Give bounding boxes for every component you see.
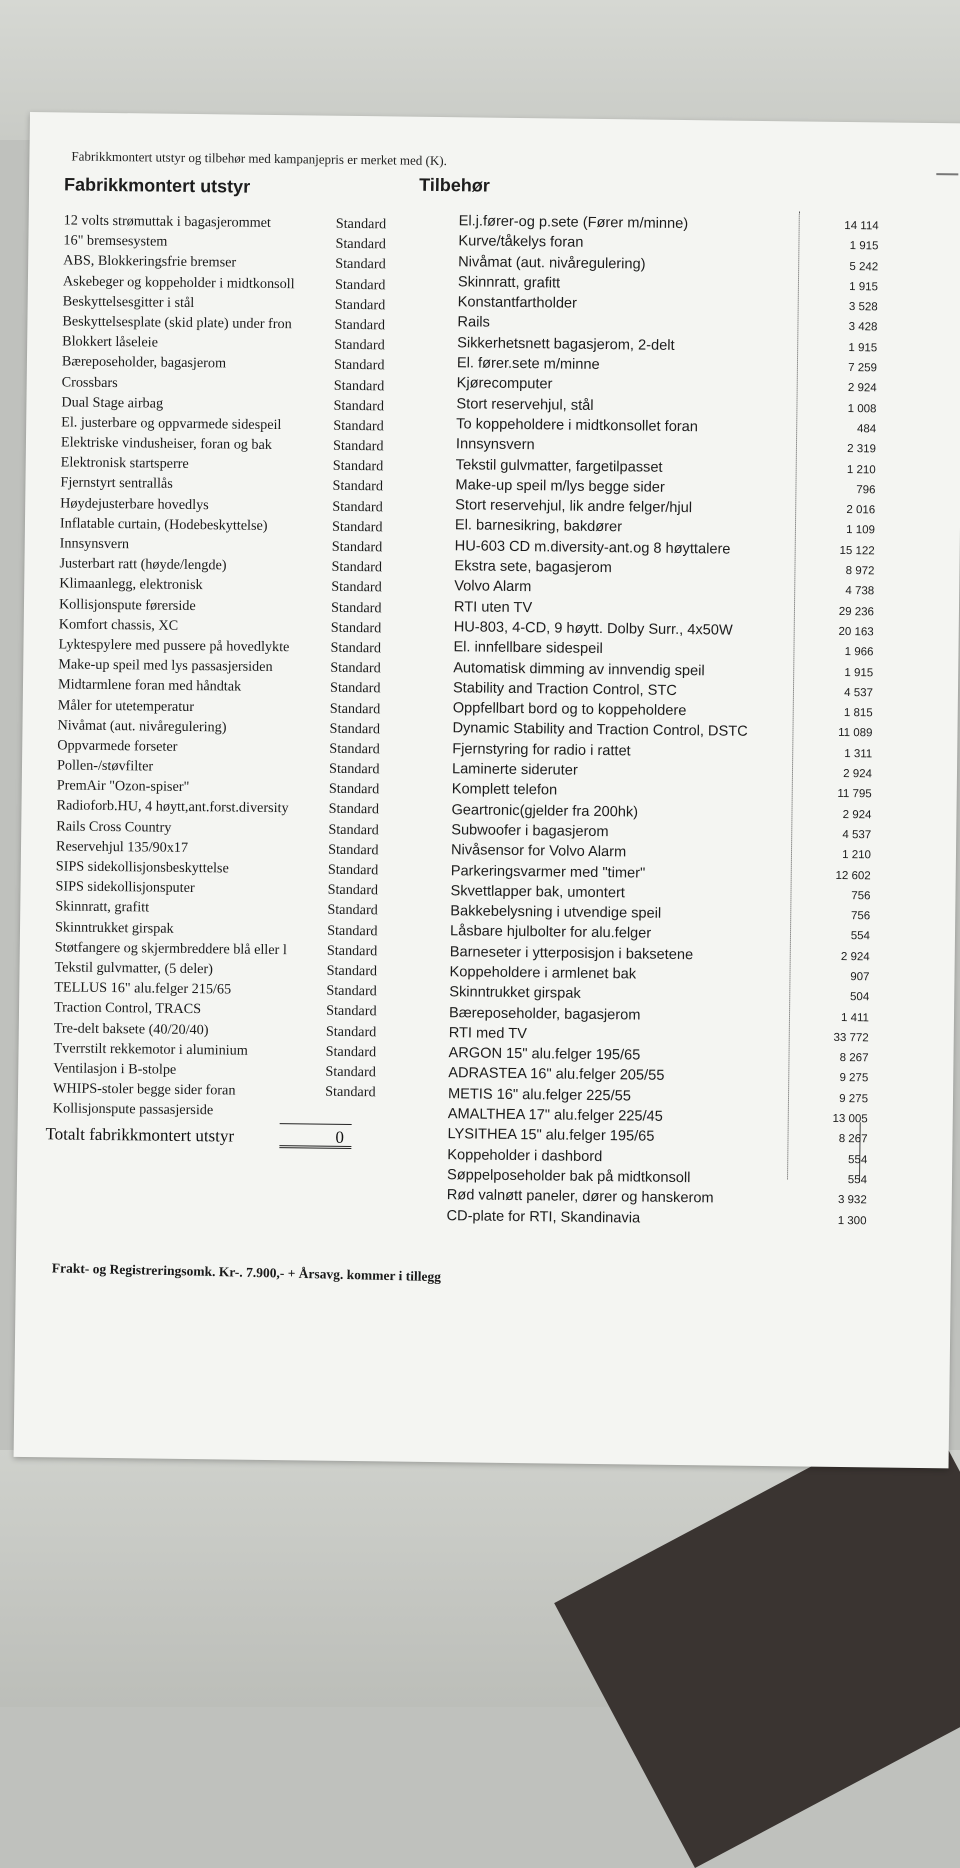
accessory-item-price: 9 275: [839, 1092, 869, 1106]
factory-item-name: 12 volts strømuttak i bagasjerommet: [63, 212, 272, 231]
accessory-item-name: Geartronic(gjelder fra 200hk): [451, 801, 639, 821]
factory-item-row: [53, 1099, 383, 1123]
factory-item-name: Måler for utetemperatur: [57, 696, 195, 715]
accessory-item-price: 1 815: [843, 707, 873, 720]
accessory-item-price: 1 411: [840, 1011, 870, 1024]
factory-item-status: Standard: [332, 498, 383, 515]
accessory-item-price: 4 537: [844, 686, 874, 700]
accessory-item-price: 2 924: [840, 950, 870, 964]
accessory-item-name: Parkeringsvarmer med "timer": [450, 862, 646, 882]
factory-item-status: Standard: [333, 357, 385, 374]
accessory-item-price: 29 236: [838, 605, 875, 618]
factory-item-name: Fjernstyrt sentrallås: [60, 474, 173, 493]
factory-item-name: Støtfangere og skjermbreddere blå eller l: [54, 939, 287, 958]
accessory-item-price: 554: [847, 1174, 868, 1187]
accessories-list: [446, 211, 878, 1231]
paper-edge-mark: [936, 173, 958, 175]
factory-item-name: Radioforb.HU, 4 høytt,ant.forst.diversity: [56, 797, 289, 817]
factory-item-status: Standard: [325, 1063, 376, 1081]
accessory-item-name: ADRASTEA 16" alu.felger 205/55: [448, 1065, 665, 1085]
factory-item-name: Midtarmlene foran med håndtak: [57, 676, 242, 695]
factory-item-name: Beskyttelsesgitter i stål: [62, 293, 195, 311]
accessory-item-name: ARGON 15" alu.felger 195/65: [448, 1045, 641, 1064]
factory-item-status: Standard: [327, 881, 379, 899]
accessory-item-name: To koppeholdere i midtkonsollet foran: [456, 416, 699, 436]
accessory-item-price: 20 163: [838, 625, 874, 639]
factory-item-name: Dual Stage airbag: [61, 394, 164, 412]
factory-item-name: Nivåmat (aut. nivåregulering): [57, 717, 227, 736]
factory-item-status: Standard: [329, 740, 380, 758]
accessory-item-price: 3 428: [848, 321, 878, 334]
factory-item-name: Tekstil gulvmatter, (5 deler): [54, 959, 214, 978]
accessory-item-name: El. barnesikring, bakdører: [454, 517, 623, 536]
factory-item-status: Standard: [335, 256, 386, 273]
factory-item-status: Standard: [327, 902, 378, 919]
factory-item-status: Standard: [334, 336, 385, 354]
factory-item-name: Pollen-/støvfilter: [56, 757, 154, 775]
accessory-item-price: 2 319: [847, 443, 877, 456]
factory-item-status: Standard: [331, 538, 383, 556]
accessory-item-price: 4 738: [845, 585, 875, 598]
factory-item-status: Standard: [325, 1023, 377, 1040]
accessory-item-name: Sikkerhetsnett bagasjerom, 2-delt: [457, 335, 675, 354]
accessory-item-name: Konstantfartholder: [457, 294, 578, 312]
factory-equipment-list: [53, 210, 394, 1122]
factory-item-status: Standard: [329, 680, 381, 697]
accessory-item-price: 504: [849, 991, 870, 1004]
accessory-item-price: 1 311: [844, 747, 873, 761]
factory-item-name: Klimaanlegg, elektronisk: [59, 575, 203, 594]
factory-item-name: Tre-delt baksete (40/20/40): [53, 1019, 209, 1038]
accessory-item-name: AMALTHEA 17" alu.felger 225/45: [447, 1106, 663, 1125]
factory-item-name: WHIPS-stoler begge sider foran: [52, 1080, 236, 1099]
accessory-item-price: 796: [856, 483, 876, 497]
accessory-item-price: 907: [850, 971, 870, 984]
accessory-item-name: Oppfellbart bord og to koppeholdere: [452, 700, 687, 720]
accessory-item-name: Komplett telefon: [451, 781, 558, 799]
factory-item-status: Standard: [328, 821, 379, 838]
accessory-item-name: Barneseter i ytterposisjon i baksetene: [449, 943, 694, 963]
accessory-item-name: HU-603 CD m.diversity-ant.og 8 høyttalere: [454, 537, 731, 558]
factory-item-name: PremAir "Ozon-spiser": [56, 777, 190, 796]
factory-item-status: Standard: [332, 437, 384, 455]
accessory-item-name: LYSITHEA 15" alu.felger 195/65: [447, 1126, 655, 1146]
factory-item-status: Standard: [327, 861, 379, 879]
accessory-item-name: Nivåsensor for Volvo Alarm: [450, 842, 627, 861]
factory-item-name: Blokkert låseleie: [62, 333, 159, 351]
accessory-item-name: Stort reservehjul, stål: [456, 395, 594, 414]
accessory-item-name: METIS 16" alu.felger 225/55: [447, 1085, 631, 1105]
factory-item-name: El. justerbare og oppvarmede sidespeil: [61, 414, 282, 433]
accessory-item-row: [446, 1206, 866, 1231]
accessory-item-price: 1 109: [846, 524, 876, 537]
accessory-item-price: 554: [848, 1153, 868, 1166]
accessory-item-name: Ekstra sete, bagasjerom: [454, 558, 612, 577]
accessory-item-name: Innsynsvern: [455, 436, 535, 454]
accessory-item-name: Dynamic Stability and Traction Control, DSTC: [452, 720, 748, 741]
factory-item-name: Reservehjul 135/90x17: [55, 838, 189, 856]
accessories-title: Tilbehør: [419, 174, 490, 196]
accessory-item-price: 8 972: [845, 565, 875, 578]
accessory-item-name: Subwoofer i bagasjerom: [451, 822, 609, 841]
accessory-item-price: 756: [850, 910, 871, 923]
accessory-item-name: Kjørecomputer: [456, 375, 553, 393]
factory-item-status: Standard: [326, 1002, 377, 1020]
factory-item-name: Tverrstilt rekkemotor i aluminium: [53, 1040, 248, 1059]
accessory-item-price: 7 259: [848, 362, 878, 375]
accessory-item-price: 2 924: [842, 808, 872, 821]
accessory-item-price: 1 915: [849, 280, 878, 294]
accessory-item-price: 3 528: [848, 301, 878, 314]
factory-item-name: Oppvarmede forseter: [57, 737, 178, 755]
accessory-item-name: Koppeholder i dashbord: [447, 1146, 603, 1165]
factory-item-status: Standard: [330, 599, 382, 616]
accessory-item-price: 1 915: [844, 666, 874, 679]
accessory-item-price: 15 122: [839, 544, 875, 558]
factory-item-name: SIPS sidekollisjonsputer: [55, 878, 195, 897]
header-note: Fabrikkmontert utstyr og tilbehør med kampanjepris er merket med (K).: [71, 148, 447, 169]
accessory-item-name: RTI uten TV: [453, 598, 533, 616]
factory-item-status: Standard: [335, 215, 387, 233]
accessory-item-name: Koppeholdere i armlenet bak: [449, 964, 637, 983]
factory-item-status: Standard: [333, 417, 384, 435]
factory-item-name: Komfort chassis, XC: [58, 616, 179, 634]
footer-note: Frakt- og Registreringsomk. Kr-. 7.900,- + Årsavg. kommer i tillegg: [51, 1260, 442, 1285]
factory-equipment-title: Fabrikkmontert utstyr: [63, 174, 251, 197]
accessory-item-price: 756: [851, 889, 871, 903]
factory-item-name: Justerbart ratt (høyde/lengde): [59, 555, 227, 574]
factory-item-status: Standard: [334, 316, 386, 334]
accessory-item-name: Tekstil gulvmatter, fargetilpasset: [455, 456, 663, 476]
accessory-item-name: Skinnratt, grafitt: [457, 274, 561, 292]
factory-item-status: Standard: [327, 922, 378, 939]
accessory-item-price: 1 915: [848, 341, 878, 355]
accessory-item-price: 1 300: [837, 1214, 867, 1227]
factory-item-status: Standard: [330, 619, 382, 637]
accessory-item-name: Skvettlapper bak, umontert: [450, 882, 626, 902]
factory-item-name: Skinntrukket girspak: [54, 918, 174, 937]
accessory-item-name: Låsbare hjulbolter for alu.felger: [449, 923, 652, 943]
accessory-item-price: 2 924: [847, 382, 877, 395]
accessory-item-price: 12 602: [835, 869, 871, 882]
factory-item-status: Standard: [333, 397, 385, 415]
factory-item-status: Standard: [329, 760, 380, 778]
accessory-item-price: 11 089: [838, 727, 873, 740]
accessory-item-name: Skinntrukket girspak: [449, 984, 581, 1003]
factory-item-status: Standard: [332, 478, 384, 495]
factory-item-name: 16" bremsesystem: [63, 232, 168, 250]
accessory-item-price: 554: [850, 930, 871, 943]
accessory-item-name: Rød valnøtt paneler, dører og hanskerom: [446, 1187, 714, 1207]
factory-item-name: SIPS sidekollisjonsbeskyttelse: [55, 858, 229, 877]
factory-item-status: Standard: [328, 801, 380, 818]
accessory-item-name: RTI med TV: [448, 1025, 528, 1043]
accessory-item-name: Volvo Alarm: [454, 578, 532, 596]
accessory-item-price: 1 210: [846, 463, 876, 476]
factory-item-name: Lyktespylere med pussere på hovedlykte: [58, 636, 290, 656]
accessory-item-name: HU-803, 4-CD, 9 høytt. Dolby Surr., 4x50W: [453, 619, 733, 639]
accessory-item-price: 1 210: [842, 849, 872, 862]
accessory-item-price: 4 537: [842, 828, 872, 842]
factory-item-status: Standard: [333, 377, 385, 394]
factory-item-status: Standard: [331, 579, 382, 596]
accessory-item-price: 5 242: [849, 260, 879, 273]
factory-item-status: Standard: [326, 962, 378, 980]
accessory-item-name: Fjernstyring for radio i rattet: [452, 740, 631, 760]
accessory-item-name: El. innfellbare sidespeil: [453, 639, 603, 658]
factory-item-name: ABS, Blokkeringsfrie bremser: [63, 252, 237, 271]
factory-item-status: Standard: [335, 235, 387, 253]
factory-item-status: Standard: [334, 296, 386, 314]
accessory-item-price: 1 915: [849, 240, 879, 253]
factory-item-status: Standard: [331, 518, 383, 536]
factory-item-name: Beskyttelsesplate (skid plate) under fron: [62, 313, 292, 333]
total-row: [45, 1124, 375, 1148]
factory-item-name: TELLUS 16" alu.felger 215/65: [54, 979, 232, 998]
factory-item-name: Elektriske vindusheiser, foran og bak: [60, 434, 273, 454]
accessory-item-price: 33 772: [833, 1031, 869, 1045]
accessory-item-price: 14 114: [844, 219, 879, 233]
accessory-item-name: Stability and Traction Control, STC: [452, 680, 677, 699]
factory-item-status: Standard: [334, 276, 386, 293]
accessory-item-price: 2 016: [846, 504, 876, 517]
total-label: Totalt fabrikkmontert utstyr: [45, 1124, 235, 1146]
factory-item-name: Make-up speil med lys passasjersiden: [58, 656, 273, 676]
accessory-item-price: 2 924: [843, 768, 873, 781]
accessory-item-name: Bæreposeholder, bagasjerom: [448, 1004, 641, 1024]
factory-item-name: Ventilasjon i B-stolpe: [53, 1060, 177, 1078]
accessory-item-name: Nivåmat (aut. nivåregulering): [458, 253, 646, 273]
factory-item-status: Standard: [330, 659, 381, 677]
accessory-item-price: 3 932: [837, 1194, 867, 1207]
accessory-item-name: Kurve/tåkelys foran: [458, 233, 584, 252]
factory-item-name: Crossbars: [61, 373, 118, 391]
factory-item-name: Rails Cross Country: [56, 817, 172, 836]
factory-item-status: [325, 1102, 383, 1123]
accessory-item-price: 8 267: [839, 1052, 869, 1065]
factory-item-name: Elektronisk startsperre: [60, 454, 189, 473]
factory-item-status: Standard: [329, 700, 381, 717]
accessory-item-name: CD-plate for RTI, Skandinavia: [446, 1207, 641, 1227]
accessory-item-name: Rails: [457, 314, 490, 332]
factory-item-name: Innsynsvern: [59, 535, 130, 553]
accessory-item-price: 8 267: [838, 1133, 868, 1146]
accessory-item-name: Bakkebelysning i utvendige speil: [450, 903, 662, 922]
accessory-item-price: 484: [856, 423, 877, 436]
accessory-item-name: Laminerte sideruter: [451, 761, 578, 779]
factory-item-status: Standard: [330, 639, 382, 657]
factory-item-status: Standard: [329, 720, 381, 738]
factory-item-name: Kollisjonspute førerside: [58, 595, 196, 614]
accessory-item-name: Automatisk dimming av innvendig speil: [453, 659, 705, 679]
accessory-item-price: 1 966: [844, 646, 874, 659]
factory-item-status: Standard: [325, 1083, 376, 1101]
accessory-item-price: 13 005: [832, 1112, 868, 1126]
total-double-rule: [279, 1145, 351, 1149]
factory-item-name: Inflatable curtain, (Hodebeskyttelse): [59, 515, 268, 534]
factory-item-status: Standard: [332, 457, 384, 475]
accessory-item-price: 9 275: [839, 1072, 869, 1085]
factory-item-status: Standard: [326, 982, 377, 1000]
accessory-item-name: Make-up speil m/lys begge sider: [455, 477, 665, 496]
factory-item-status: Standard: [328, 841, 379, 859]
factory-item-name: Skinnratt, grafitt: [55, 898, 150, 916]
accessory-item-name: El.j.fører-og p.sete (Fører m/minne): [458, 213, 689, 233]
price-list-sheet: [14, 112, 960, 1468]
accessory-item-name: Stort reservehjul, lik andre felger/hjul: [455, 497, 693, 517]
factory-item-name: Traction Control, TRACS: [53, 999, 202, 1018]
factory-item-status: Standard: [328, 780, 380, 798]
accessory-item-price: 11 795: [837, 788, 872, 801]
total-value: 0: [335, 1127, 345, 1147]
accessory-item-name: El. fører.sete m/minne: [456, 355, 600, 374]
factory-item-status: Standard: [325, 1043, 377, 1060]
accessory-item-price: 1 008: [847, 402, 877, 416]
factory-item-name: Askebeger og koppeholder i midtkonsoll: [62, 272, 295, 292]
accessory-item-name: Søppelposeholder bak på midtkonsoll: [446, 1167, 691, 1187]
factory-item-name: Kollisjonspute passasjerside: [52, 1100, 214, 1119]
factory-item-status: Standard: [326, 942, 378, 960]
factory-item-name: Høydejusterbare hovedlys: [60, 495, 209, 513]
total-rule: [280, 1123, 352, 1125]
factory-item-name: Bæreposeholder, bagasjerom: [61, 353, 227, 372]
factory-item-status: Standard: [331, 558, 383, 576]
